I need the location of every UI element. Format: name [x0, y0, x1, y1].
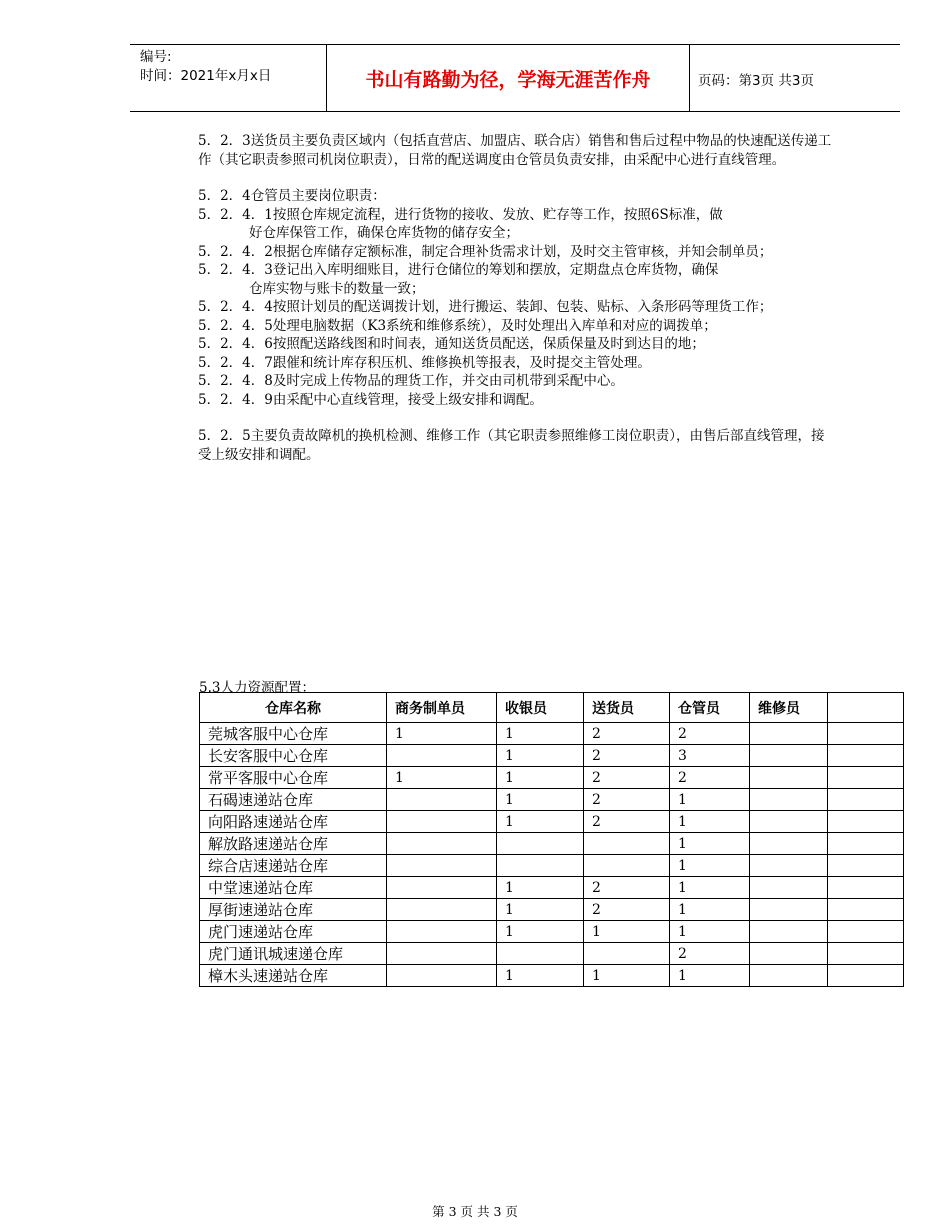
staff-count-cell: [584, 833, 670, 855]
column-header: [828, 693, 904, 723]
column-header: 维修员: [750, 693, 828, 723]
column-header: 商务制单员: [387, 693, 497, 723]
staff-count-cell: 1: [670, 965, 750, 987]
warehouse-name-cell: 石碣速递站仓库: [200, 789, 387, 811]
staff-count-cell: [750, 877, 828, 899]
staff-count-cell: [387, 921, 497, 943]
header-motto: 书山有路勤为径，学海无涯苦作舟: [365, 69, 651, 91]
warehouse-name-cell: 长安客服中心仓库: [200, 745, 387, 767]
staff-count-cell: [387, 855, 497, 877]
staff-count-cell: [497, 943, 584, 965]
warehouse-name-cell: 向阳路速递站仓库: [200, 811, 387, 833]
warehouse-name-cell: 中堂速递站仓库: [200, 877, 387, 899]
table-row: [200, 811, 904, 833]
staff-count-cell: [828, 921, 904, 943]
paragraph-5-2-4-6: 5．2．4．6按照配送路线图和时间表，通知送货员配送，保质保量及时到达目的地；: [198, 336, 705, 352]
staff-count-cell: [497, 855, 584, 877]
staff-count-cell: 1: [497, 965, 584, 987]
staff-count-cell: [828, 789, 904, 811]
paragraph-5-2-4-1-cont: 好仓库保管工作，确保仓库货物的储存安全；: [249, 225, 519, 241]
header-page-info: 页码：第3页 共3页: [698, 73, 814, 89]
staff-count-cell: [828, 723, 904, 745]
staff-count-cell: [584, 943, 670, 965]
document-body: [198, 132, 838, 464]
staff-count-cell: 1: [584, 965, 670, 987]
staff-count-cell: [828, 767, 904, 789]
staff-count-cell: 2: [584, 767, 670, 789]
staff-count-cell: [750, 921, 828, 943]
document-number-label: 编号:: [140, 49, 172, 65]
header-meta: [140, 48, 330, 86]
paragraph-5-2-4-4: 5．2．4．4按照计划员的配送调拨计划，进行搬运、装卸、包装、贴标、入条形码等理货工作；: [198, 299, 773, 315]
table-row: [200, 767, 904, 789]
staff-count-cell: [387, 745, 497, 767]
staff-count-cell: [828, 855, 904, 877]
staff-count-cell: [828, 965, 904, 987]
staff-count-cell: 2: [584, 899, 670, 921]
paragraph-5-2-5: 5．2．5主要负责故障机的换机检测、维修工作（其它职责参照维修工岗位职责），由售后部直线管理，接受上级安排和调配。: [198, 428, 825, 463]
staff-count-cell: 1: [584, 921, 670, 943]
staff-count-cell: [750, 745, 828, 767]
staff-count-cell: 3: [670, 745, 750, 767]
staff-count-cell: 1: [670, 877, 750, 899]
paragraph-5-2-4-5: 5．2．4．5处理电脑数据（K3系统和维修系统），及时处理出入库单和对应的调拨单；: [198, 317, 717, 334]
staff-count-cell: [750, 855, 828, 877]
table-row: [200, 745, 904, 767]
staff-count-cell: [750, 811, 828, 833]
staff-count-cell: [750, 767, 828, 789]
staff-count-cell: [828, 877, 904, 899]
staff-count-cell: 1: [497, 789, 584, 811]
warehouse-name-cell: 厚街速递站仓库: [200, 899, 387, 921]
staff-count-cell: 1: [497, 745, 584, 767]
staff-count-cell: 1: [497, 767, 584, 789]
warehouse-name-cell: 综合店速递站仓库: [200, 855, 387, 877]
staff-count-cell: 1: [497, 811, 584, 833]
staff-count-cell: [387, 943, 497, 965]
staffing-table: [199, 692, 904, 987]
warehouse-name-cell: 虎门速递站仓库: [200, 921, 387, 943]
table-row: [200, 899, 904, 921]
staff-count-cell: 2: [584, 745, 670, 767]
staff-count-cell: 1: [497, 877, 584, 899]
paragraph-5-2-4-3-cont: 仓库实物与账卡的数量一致；: [249, 280, 425, 297]
warehouse-name-cell: 莞城客服中心仓库: [200, 723, 387, 745]
staff-count-cell: 2: [584, 723, 670, 745]
staff-count-cell: [828, 745, 904, 767]
table-body: [200, 723, 904, 987]
staff-count-cell: [750, 789, 828, 811]
staff-count-cell: [828, 899, 904, 921]
warehouse-name-cell: 常平客服中心仓库: [200, 767, 387, 789]
table-row: [200, 789, 904, 811]
paragraph-5-2-4-title: 5．2．4仓管员主要岗位职责：: [198, 188, 386, 204]
warehouse-name-cell: 樟木头速递站仓库: [200, 965, 387, 987]
staff-count-cell: [584, 855, 670, 877]
page-header: [130, 44, 900, 112]
staff-count-cell: 2: [670, 723, 750, 745]
warehouse-name-cell: 虎门通讯城速递仓库: [200, 943, 387, 965]
staff-count-cell: [387, 833, 497, 855]
paragraph-5-2-3: 5．2．3送货员主要负责区域内（包括直营店、加盟店、联合店）销售和售后过程中物品的快速配送传递工作（其它职责参照司机岗位职责），日常的配送调度由仓管员负责安排，由采配中心进行直线管理。: [198, 133, 832, 168]
staff-count-cell: [387, 811, 497, 833]
paragraph-5-2-4-7: 5．2．4．7跟催和统计库存积压机、维修换机等报表，及时提交主管处理。: [198, 354, 651, 371]
staff-count-cell: [497, 833, 584, 855]
table-row: [200, 921, 904, 943]
document-date: 时间：2021年x月x日: [140, 68, 272, 84]
staff-count-cell: 1: [387, 723, 497, 745]
table-header-row: [200, 693, 904, 723]
staff-count-cell: [387, 965, 497, 987]
staff-count-cell: [750, 899, 828, 921]
staff-count-cell: [750, 833, 828, 855]
staff-count-cell: [750, 723, 828, 745]
staff-count-cell: [828, 833, 904, 855]
staff-count-cell: [750, 943, 828, 965]
header-divider: [689, 45, 690, 111]
staff-count-cell: [828, 811, 904, 833]
table-row: [200, 965, 904, 987]
column-header: 仓库名称: [200, 693, 387, 723]
staff-count-cell: 1: [497, 723, 584, 745]
staff-count-cell: 1: [387, 767, 497, 789]
staff-count-cell: [387, 877, 497, 899]
staff-count-cell: 1: [670, 855, 750, 877]
column-header: 仓管员: [670, 693, 750, 723]
staff-count-cell: [750, 965, 828, 987]
staff-count-cell: 1: [670, 789, 750, 811]
staff-count-cell: 2: [670, 767, 750, 789]
staff-count-cell: [387, 789, 497, 811]
staff-count-cell: 1: [670, 833, 750, 855]
paragraph-5-2-4-3: 5．2．4．3登记出入库明细账目，进行仓储位的筹划和摆放，定期盘点仓库货物，确保: [198, 262, 719, 278]
staff-count-cell: 1: [497, 899, 584, 921]
staff-count-cell: 1: [670, 811, 750, 833]
staff-count-cell: [828, 943, 904, 965]
table-row: [200, 723, 904, 745]
staff-count-cell: 1: [497, 921, 584, 943]
warehouse-name-cell: 解放路速递站仓库: [200, 833, 387, 855]
staff-count-cell: 1: [670, 921, 750, 943]
staff-count-cell: 2: [584, 811, 670, 833]
paragraph-5-2-4-9: 5．2．4．9由采配中心直线管理，接受上级安排和调配。: [198, 391, 543, 408]
table-row: [200, 833, 904, 855]
staff-count-cell: 2: [584, 789, 670, 811]
staff-count-cell: 2: [584, 877, 670, 899]
table-row: [200, 943, 904, 965]
paragraph-5-2-4-1: 5．2．4．1按照仓库规定流程，进行货物的接收、发放、贮存等工作，按照6S标准，做: [198, 206, 723, 223]
column-header: 送货员: [584, 693, 670, 723]
paragraph-5-2-4-8: 5．2．4．8及时完成上传物品的理货工作，并交由司机带到采配中心。: [198, 373, 624, 389]
page-footer: 第 3 页 共 3 页: [432, 1204, 518, 1219]
staff-count-cell: 2: [670, 943, 750, 965]
table-row: [200, 877, 904, 899]
paragraph-5-2-4-2: 5．2．4．2根据仓库储存定额标准，制定合理补货需求计划，及时交主管审核，并知会制单员；: [198, 243, 773, 260]
section-title-5-3: 5.3人力资源配置：: [199, 680, 315, 696]
table-row: [200, 855, 904, 877]
staff-count-cell: 1: [670, 899, 750, 921]
staff-count-cell: [387, 899, 497, 921]
column-header: 收银员: [497, 693, 584, 723]
